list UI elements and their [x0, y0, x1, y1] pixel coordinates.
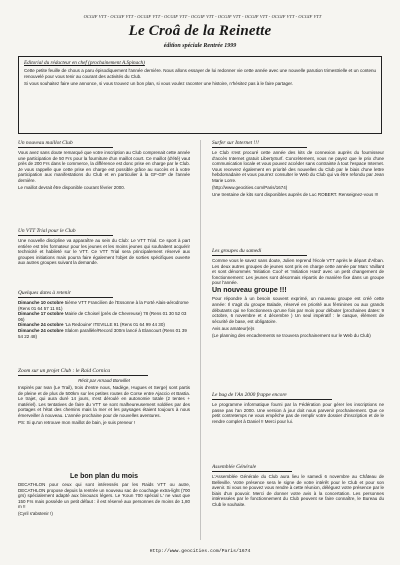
internet-body: [212, 150, 384, 198]
maillot-heading: Un nouveau maillot Club: [18, 140, 113, 148]
internet-kits: Une trentaine de kits sont disponibles auprès de Luc ROBERT. Renseignez-vous !!!: [212, 192, 379, 198]
date-label: Dimanche 24 octobre: [18, 327, 64, 333]
date-item: [18, 311, 190, 322]
maillot-body: [18, 150, 190, 191]
maillot-availability: Le maillot devrait être disponible courant février 2000.: [18, 185, 126, 191]
new-group-body: [212, 296, 384, 338]
raid-section: [18, 368, 190, 466]
date-label: Dimanche 10 octobre: [18, 300, 64, 305]
trial-section: [18, 228, 190, 288]
dates-section: [18, 290, 190, 358]
new-group-text: Pour répondre à un besoin souvent exprimé, un nouveau groupe est créé cette année: Il s'agit du groupe Balade, réservé en priorité aux féminines ou aux grands débutants qui ne fonctionnera qu'une fois par mois pour débuter (prochaines dates: 9 octobre, 6 novembre et 4 décembre ) Un seul impératif : le casque, élément de sécurité de base, est obligatoire.: [212, 296, 384, 324]
samedi-body: [212, 258, 384, 286]
internet-text: Le Club s'est procuré cette année des kits de connexion auprès du fournisseur d'accès Internet gratuit LibertySurf. Concrètement, vous ne payez que le prix d'une communication locale et vous pouvez accéder sans contrainte à tout l'espace Internet. Vous recevrez également en priorité des nouvelles du Club par le biais d'une lettre hebdomadaire et vous pourrez consulter le Web du Club qui va être refondu par Jean Marie Lorre.: [212, 150, 384, 183]
new-group-planning: (Le planning des encadrements se trouvera prochainement sur le Web du Club): [212, 333, 371, 339]
date-event: Mairie de Choisel (près de Chevreuse) 78 (Rens 01 30 52 03 06): [18, 311, 187, 322]
raid-byline: Récit par Arnaud Bonvillet: [78, 378, 130, 383]
bonplan-sign: (Cyril s'abstenir !): [18, 511, 53, 517]
bug-body: Le programme informatique fourni par la Fédération pour gérer les inscriptions ne passe pas l'an 2000. Une version à jour doit nous parvenir prochainement. Que ce petit contretemps ne vous empêche pas de remplir votre dossier d'inscription et de le rendre complet à Daniel !! Merci pour lui.: [212, 402, 384, 424]
column-divider: [200, 140, 201, 540]
right-column: [212, 140, 384, 545]
date-item: [18, 328, 190, 339]
new-group-call: Avis aux amateur(e)s: [212, 325, 255, 331]
maillot-text: Vous avez sans doute remarqué que votre inscription au Club comprenait cette année une participation de 50 Frs pour la fourniture d'un maillot court. Ce maillot (d'été) vaut près de 200 Frs dans le commerce, la différence est donc prise en charge par le Club. Je vous rappelle que cette prise en charge est possible grâce au succès et à votre participation aux manifestations du Club et en particulier à la GF-GIF de l'année dernière.: [18, 150, 190, 183]
maillot-section: [18, 140, 190, 204]
trial-body: Une nouvelle discipline va apparaître au sein du Club: Le VTT Trial. Ce sport à part entière est très formateur pour les jeunes et les moins jeunes qui souhaitent acquérir technicité et habileté sur le VTT. Ce VTT Trial sera principalement réservé aux groupes initiations mais pourra faire également l'objet de sorties spécifiques ouverte aux autres groupes suivant la demande.: [18, 238, 190, 266]
bug-heading: Le bug de l'An 2000 frappe encore: [212, 392, 332, 400]
samedi-heading: Les groupes du samedi: [212, 248, 307, 256]
editorial-body: [24, 68, 376, 86]
samedi-text: Comme vous le savez sans doute, Julien reprend l'école VTT après le départ d'Alban. Les deux autres groupes de jeunes sont pris en charge cette année par Marc Vaillant et sont dénommés 'Initiation Cool' et 'Initiation Hard' avec un petit changement de fonctionnement: Les jeunes sont désormais répartis de manière fixe dans un groupe pour l'année.: [212, 258, 384, 286]
editorial-paragraph-1: Cette petite feuille de chous a paru épisodiquement l'année dernière. Nous allons essayer de lui redonner vie cette année avec une nouvelle parution trimestrielle et un contenu renouvelé pour vous tenir au courant des activités du Club.: [24, 68, 376, 79]
ag-heading: Assemblée Générale: [212, 464, 292, 472]
bonplan-section: [18, 472, 190, 544]
raid-body: [18, 378, 190, 426]
editorial-box: [18, 56, 382, 134]
ag-section: [212, 464, 384, 544]
bonplan-text: DECATHLON pour ceux qui sont intéressés par les Raids VTT ou autre, DECATHLON propose depuis la rentrée un nouveau sac de couchage extra-light (700 grs) spécialement adapté aux bivouacs légers. Le 'Koun 700 spécial L' ne vaut que 150 Frs mais possède un petit défaut : il est réservé aux personnes de moins de 1,80 m !!: [18, 482, 190, 510]
newsletter-subtitle: édition spéciale Rentrée 1999: [163, 43, 237, 49]
footer-url: Http://www.geocities.com/Paris/1674: [149, 549, 251, 554]
left-column: [18, 140, 190, 545]
date-item: [18, 300, 190, 311]
internet-heading: Surfer sur Internet !!!: [212, 140, 307, 148]
date-event: Slalom parallèle/Record 300m lancé à Elancourt (Rens 01 39 54 22 48): [18, 327, 187, 339]
raid-heading: Zoom sur un projet Club : le Raid Cornica: [18, 368, 148, 376]
bonplan-heading: Le bon plan du mois: [69, 473, 139, 480]
date-label: Dimanche 17 octobre: [18, 311, 64, 317]
internet-url: (http://www.geocities.com/Paris/1674): [212, 185, 288, 191]
raid-ps: PS: Si qu'un retrouve mon maillot de bain, je suis preneur !: [18, 420, 136, 426]
date-label: Dimanche 24 octobre: [18, 322, 64, 328]
header-banner: OCGIF VTT - OCGIF VTT - OCGIF VTT - OCGIF VTT - OCGIF VTT - OCGIF VTT - OCGIF VTT - OCGIF VTT - OCGIF VTT: [83, 14, 322, 19]
internet-section: [212, 140, 384, 254]
new-group-heading: Un nouveau groupe !!!: [212, 287, 287, 295]
bonplan-body: [18, 482, 190, 517]
newsletter-title: Le Croâ de la Reinette: [128, 23, 272, 39]
dates-heading: Quelques dates à retenir: [18, 290, 113, 298]
date-event: 'La Redouine' ITEVILLE 91 (Rens 01 64 99 44 30): [64, 322, 165, 328]
ag-body: L'Assemblée Générale du Club aura lieu le samedi 6 novembre au Château de Belleville. Votre présence sera le signe de votre intérêt pour le Club et pour son avenir. Si vous ne pouvez vous rendre à cette réunion, déléguez votre présence par le biais d'un pouvoir. Merci de donner votre avis à la concertation. Les personnes intéressées par le fonctionnement du Club peuvent se faire connaître, le Bureau du Club le souhaite.: [212, 474, 384, 507]
trial-heading: Un VTT Trial pour le Club: [18, 228, 113, 236]
date-event: 5ième VTT Francilien de l'Essonne à la Forté Alais-aérodrome (Rens 01 64 57 11 81): [18, 300, 189, 311]
bug-section: [212, 392, 384, 462]
editorial-heading: Editorial du rédacteur en chef (prochainement A.Spinach): [24, 60, 145, 66]
raid-text: Inspirés par Ivan (Le Trail), trois d'entre nous, Nadège, Hugues et Serge) sont partis de pleine et de plus de 500km sur les petites routes de Corse entre Ajaccio et Bastia. Le trajet, qui aura duré 14 jours, s'est déroulé en autonomie totale (2 tentes + matériel). Les tentatives de faire du VTT se sont malheureusement soldées par des portages et l'état des chemins mais la mer et les paysages étaient toujours à nous émerveiller à nouveau. L'année prochaine pour de nouvelles aventures.: [18, 385, 190, 419]
samedi-section: [212, 248, 384, 388]
editorial-paragraph-2: Si vous souhaitez faire une annonce, si vous trouvez un bon plan, si vous voulez raconter une histoire, n'hésitez pas à le faire partager.: [24, 80, 294, 86]
